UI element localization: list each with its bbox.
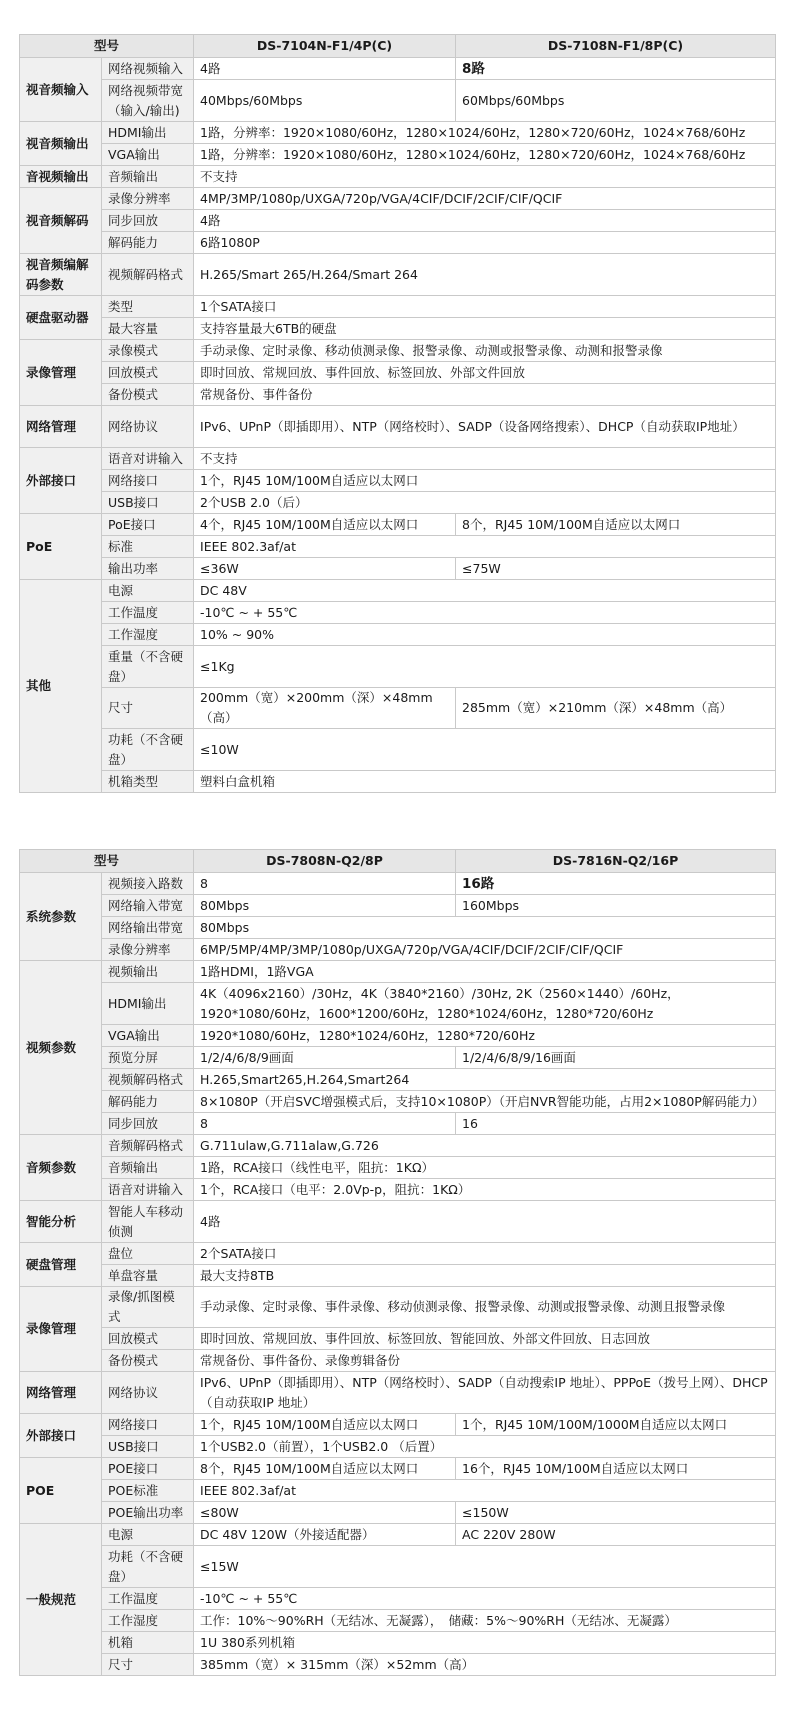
table-row: [20, 1546, 776, 1588]
parameter-cell: 解码能力: [102, 232, 194, 254]
value-cell: 1920*1080/60Hz，1280*1024/60Hz，1280*720/60Hz: [194, 1025, 776, 1047]
value-cell-a: 4个，RJ45 10M/100M自适应以太网口: [194, 514, 456, 536]
parameter-cell: 录像/抓图模式: [102, 1287, 194, 1328]
parameter-cell: 机箱类型: [102, 771, 194, 793]
table-row: [20, 514, 776, 536]
parameter-cell: 音频输出: [102, 166, 194, 188]
parameter-cell: 语音对讲输入: [102, 448, 194, 470]
value-cell: IEEE 802.3af/at: [194, 1480, 776, 1502]
value-cell-b: 8路: [456, 58, 776, 80]
category-cell: 其他: [20, 580, 102, 793]
table-row: [20, 166, 776, 188]
value-cell: 6路1080P: [194, 232, 776, 254]
value-cell-b: 1/2/4/6/8/9/16画面: [456, 1047, 776, 1069]
parameter-cell: 语音对讲输入: [102, 1179, 194, 1201]
parameter-cell: 网络接口: [102, 470, 194, 492]
table-row: [20, 122, 776, 144]
table-row: [20, 1372, 776, 1414]
parameter-cell: 解码能力: [102, 1091, 194, 1113]
value-cell-a: 200mm（宽）×200mm（深）×48mm（高）: [194, 688, 456, 729]
model-a: DS-7808N-Q2/8P: [194, 850, 456, 873]
table-row: [20, 144, 776, 166]
table-row: [20, 1480, 776, 1502]
model-label: 型号: [20, 35, 194, 58]
parameter-cell: 音频解码格式: [102, 1135, 194, 1157]
value-cell-b: ≤75W: [456, 558, 776, 580]
category-cell: 视音频编解码参数: [20, 254, 102, 296]
parameter-cell: 网络视频带宽（输入/输出): [102, 80, 194, 122]
value-cell-a: 40Mbps/60Mbps: [194, 80, 456, 122]
table-row: [20, 340, 776, 362]
parameter-cell: 视频输出: [102, 961, 194, 983]
value-cell: 塑料白盒机箱: [194, 771, 776, 793]
table-row: [20, 1025, 776, 1047]
parameter-cell: 网络接口: [102, 1414, 194, 1436]
value-cell: 常规备份、事件备份: [194, 384, 776, 406]
value-cell-b: 8个，RJ45 10M/100M自适应以太网口: [456, 514, 776, 536]
category-cell: 硬盘驱动器: [20, 296, 102, 340]
category-cell: 外部接口: [20, 1414, 102, 1458]
value-cell-b: 285mm（宽）×210mm（深）×48mm（高）: [456, 688, 776, 729]
value-cell: 即时回放、常规回放、事件回放、标签回放、外部文件回放: [194, 362, 776, 384]
value-cell: ≤1Kg: [194, 646, 776, 688]
value-cell-b: AC 220V 280W: [456, 1524, 776, 1546]
category-cell: 智能分析: [20, 1201, 102, 1243]
value-cell: 1个，RJ45 10M/100M自适应以太网口: [194, 470, 776, 492]
parameter-cell: 智能人车移动侦测: [102, 1201, 194, 1243]
table-row: [20, 254, 776, 296]
value-cell: -10℃ ~ + 55℃: [194, 602, 776, 624]
table-row: [20, 188, 776, 210]
table-row: [20, 729, 776, 771]
parameter-cell: HDMI输出: [102, 122, 194, 144]
table-row: [20, 602, 776, 624]
category-cell: POE: [20, 1458, 102, 1524]
category-cell: 视音频输出: [20, 122, 102, 166]
category-cell: 音频参数: [20, 1135, 102, 1201]
parameter-cell: 预览分屏: [102, 1047, 194, 1069]
parameter-cell: 同步回放: [102, 1113, 194, 1135]
category-cell: 系统参数: [20, 873, 102, 961]
value-cell: 4K（4096x2160）/30Hz，4K（3840*2160）/30Hz, 2K（2560×1440）/60Hz，1920*1080/60Hz，1600*1200/60Hz，1280*1024/60Hz，1280*720/60Hz: [194, 983, 776, 1025]
parameter-cell: 备份模式: [102, 384, 194, 406]
table-row: [20, 1265, 776, 1287]
value-cell: 常规备份、事件备份、录像剪辑备份: [194, 1350, 776, 1372]
value-cell: -10℃ ~ + 55℃: [194, 1588, 776, 1610]
value-cell: 手动录像、定时录像、移动侦测录像、报警录像、动测或报警录像、动测和报警录像: [194, 340, 776, 362]
value-cell: 8×1080P（开启SVC增强模式后，支持10×1080P）（开启NVR智能功能，占用2×1080P解码能力）: [194, 1091, 776, 1113]
value-cell: 4路: [194, 1201, 776, 1243]
category-cell: 一般规范: [20, 1524, 102, 1676]
parameter-cell: POE标准: [102, 1480, 194, 1502]
table-row: [20, 961, 776, 983]
category-cell: 视音频输入: [20, 58, 102, 122]
value-cell: 1个USB2.0（前置），1个USB2.0 （后置）: [194, 1436, 776, 1458]
value-cell: 385mm（宽）× 315mm（深）×52mm（高）: [194, 1654, 776, 1676]
table-row: [20, 873, 776, 895]
parameter-cell: 输出功率: [102, 558, 194, 580]
table-row: [20, 492, 776, 514]
table-row: [20, 1414, 776, 1436]
category-cell: 网络管理: [20, 1372, 102, 1414]
parameter-cell: 盘位: [102, 1243, 194, 1265]
parameter-cell: USB接口: [102, 1436, 194, 1458]
table-row: [20, 558, 776, 580]
table-row: [20, 448, 776, 470]
table-row: [20, 318, 776, 340]
table-row: [20, 1091, 776, 1113]
table-row: [20, 1502, 776, 1524]
value-cell-a: ≤36W: [194, 558, 456, 580]
parameter-cell: VGA输出: [102, 1025, 194, 1047]
value-cell-a: ≤80W: [194, 1502, 456, 1524]
parameter-cell: 尺寸: [102, 688, 194, 729]
table-row: [20, 406, 776, 448]
category-cell: 硬盘管理: [20, 1243, 102, 1287]
parameter-cell: 同步回放: [102, 210, 194, 232]
parameter-cell: 标准: [102, 536, 194, 558]
value-cell-b: 1个，RJ45 10M/100M/1000M自适应以太网口: [456, 1414, 776, 1436]
model-a: DS-7104N-F1/4P(C): [194, 35, 456, 58]
value-cell: ≤15W: [194, 1546, 776, 1588]
table-row: [20, 1069, 776, 1091]
table-row: [20, 939, 776, 961]
table-row: [20, 1179, 776, 1201]
table-row: [20, 1201, 776, 1243]
table-row: [20, 1436, 776, 1458]
parameter-cell: 工作温度: [102, 1588, 194, 1610]
parameter-cell: 单盘容量: [102, 1265, 194, 1287]
parameter-cell: VGA输出: [102, 144, 194, 166]
table-row: [20, 536, 776, 558]
table-row: [20, 296, 776, 318]
value-cell-b: ≤150W: [456, 1502, 776, 1524]
value-cell: IPv6、UPnP（即插即用）、NTP（网络校时）、SADP（设备网络搜索）、DHCP（自动获取IP地址）: [194, 406, 776, 448]
value-cell: 1路，分辨率：1920×1080/60Hz，1280×1024/60Hz，1280×720/60Hz，1024×768/60Hz: [194, 122, 776, 144]
value-cell: 1路，分辨率：1920×1080/60Hz，1280×1024/60Hz，1280×720/60Hz，1024×768/60Hz: [194, 144, 776, 166]
value-cell: H.265/Smart 265/H.264/Smart 264: [194, 254, 776, 296]
table-row: [20, 1632, 776, 1654]
parameter-cell: 录像分辨率: [102, 188, 194, 210]
parameter-cell: 最大容量: [102, 318, 194, 340]
spec-table-2: [19, 849, 776, 1676]
value-cell: 1个，RCA接口（电平：2.0Vp-p，阻抗：1KΩ）: [194, 1179, 776, 1201]
parameter-cell: POE输出功率: [102, 1502, 194, 1524]
value-cell: 1路HDMI，1路VGA: [194, 961, 776, 983]
table-row: [20, 58, 776, 80]
parameter-cell: 回放模式: [102, 362, 194, 384]
table-row: [20, 1654, 776, 1676]
value-cell: 1U 380系列机箱: [194, 1632, 776, 1654]
value-cell-a: DC 48V 120W（外接适配器）: [194, 1524, 456, 1546]
value-cell: 80Mbps: [194, 917, 776, 939]
category-cell: 录像管理: [20, 340, 102, 406]
value-cell: DC 48V: [194, 580, 776, 602]
parameter-cell: 视频接入路数: [102, 873, 194, 895]
table-row: [20, 1328, 776, 1350]
table-row: [20, 624, 776, 646]
parameter-cell: 视频解码格式: [102, 254, 194, 296]
model-label: 型号: [20, 850, 194, 873]
parameter-cell: 机箱: [102, 1632, 194, 1654]
parameter-cell: 网络输入带宽: [102, 895, 194, 917]
category-cell: 网络管理: [20, 406, 102, 448]
value-cell-a: 4路: [194, 58, 456, 80]
category-cell: 视音频解码: [20, 188, 102, 254]
value-cell: 1个SATA接口: [194, 296, 776, 318]
parameter-cell: HDMI输出: [102, 983, 194, 1025]
spec-table-1: [19, 34, 776, 793]
parameter-cell: 视频解码格式: [102, 1069, 194, 1091]
value-cell: 最大支持8TB: [194, 1265, 776, 1287]
value-cell: 4路: [194, 210, 776, 232]
value-cell: IEEE 802.3af/at: [194, 536, 776, 558]
table-row: [20, 1588, 776, 1610]
value-cell: H.265,Smart265,H.264,Smart264: [194, 1069, 776, 1091]
parameter-cell: PoE接口: [102, 514, 194, 536]
parameter-cell: POE接口: [102, 1458, 194, 1480]
parameter-cell: 类型: [102, 296, 194, 318]
table-row: [20, 1135, 776, 1157]
table-row: [20, 1287, 776, 1328]
table-row: [20, 1113, 776, 1135]
table-row: [20, 895, 776, 917]
value-cell: 4MP/3MP/1080p/UXGA/720p/VGA/4CIF/DCIF/2CIF/CIF/QCIF: [194, 188, 776, 210]
value-cell-a: 8个，RJ45 10M/100M自适应以太网口: [194, 1458, 456, 1480]
table-header-row: [20, 35, 776, 58]
table-row: [20, 983, 776, 1025]
value-cell-b: 16个，RJ45 10M/100M自适应以太网口: [456, 1458, 776, 1480]
value-cell: 支持容量最大6TB的硬盘: [194, 318, 776, 340]
table-row: [20, 1610, 776, 1632]
table-row: [20, 1157, 776, 1179]
value-cell-a: 1个，RJ45 10M/100M自适应以太网口: [194, 1414, 456, 1436]
category-cell: PoE: [20, 514, 102, 580]
value-cell-b: 16路: [456, 873, 776, 895]
parameter-cell: 网络输出带宽: [102, 917, 194, 939]
parameter-cell: 网络视频输入: [102, 58, 194, 80]
model-b: DS-7816N-Q2/16P: [456, 850, 776, 873]
parameter-cell: 重量（不含硬盘）: [102, 646, 194, 688]
table-row: [20, 80, 776, 122]
value-cell-b: 160Mbps: [456, 895, 776, 917]
value-cell: 不支持: [194, 448, 776, 470]
parameter-cell: 网络协议: [102, 1372, 194, 1414]
value-cell-a: 8: [194, 1113, 456, 1135]
table-header-row: [20, 850, 776, 873]
parameter-cell: 工作湿度: [102, 624, 194, 646]
value-cell: IPv6、UPnP（即插即用）、NTP（网络校时）、SADP（自动搜索IP 地址）、PPPoE（拨号上网）、DHCP（自动获取IP 地址）: [194, 1372, 776, 1414]
parameter-cell: USB接口: [102, 492, 194, 514]
parameter-cell: 尺寸: [102, 1654, 194, 1676]
category-cell: 音视频输出: [20, 166, 102, 188]
category-cell: 视频参数: [20, 961, 102, 1135]
value-cell: 2个SATA接口: [194, 1243, 776, 1265]
parameter-cell: 录像模式: [102, 340, 194, 362]
parameter-cell: 回放模式: [102, 1328, 194, 1350]
parameter-cell: 电源: [102, 1524, 194, 1546]
value-cell: 工作：10%～90%RH（无结冰、无凝露）， 储藏：5%～90%RH（无结冰、无凝露）: [194, 1610, 776, 1632]
table-row: [20, 917, 776, 939]
category-cell: 外部接口: [20, 448, 102, 514]
parameter-cell: 录像分辨率: [102, 939, 194, 961]
table-row: [20, 646, 776, 688]
parameter-cell: 功耗（不含硬盘）: [102, 729, 194, 771]
value-cell: 1路，RCA接口（线性电平，阻抗：1KΩ）: [194, 1157, 776, 1179]
value-cell-b: 60Mbps/60Mbps: [456, 80, 776, 122]
parameter-cell: 音频输出: [102, 1157, 194, 1179]
table-row: [20, 470, 776, 492]
value-cell: 手动录像、定时录像、事件录像、移动侦测录像、报警录像、动测或报警录像、动测且报警录像: [194, 1287, 776, 1328]
parameter-cell: 网络协议: [102, 406, 194, 448]
parameter-cell: 功耗（不含硬盘）: [102, 1546, 194, 1588]
table-row: [20, 771, 776, 793]
table-row: [20, 1524, 776, 1546]
parameter-cell: 工作温度: [102, 602, 194, 624]
value-cell: G.711ulaw,G.711alaw,G.726: [194, 1135, 776, 1157]
value-cell-a: 1/2/4/6/8/9画面: [194, 1047, 456, 1069]
category-cell: 录像管理: [20, 1287, 102, 1372]
value-cell: 10% ~ 90%: [194, 624, 776, 646]
table-row: [20, 362, 776, 384]
value-cell: 2个USB 2.0（后）: [194, 492, 776, 514]
value-cell-a: 8: [194, 873, 456, 895]
table-row: [20, 1458, 776, 1480]
table-row: [20, 210, 776, 232]
value-cell: 不支持: [194, 166, 776, 188]
table-row: [20, 1243, 776, 1265]
table-row: [20, 580, 776, 602]
parameter-cell: 电源: [102, 580, 194, 602]
value-cell: 即时回放、常规回放、事件回放、标签回放、智能回放、外部文件回放、日志回放: [194, 1328, 776, 1350]
table-row: [20, 688, 776, 729]
table-row: [20, 232, 776, 254]
table-row: [20, 1047, 776, 1069]
value-cell-b: 16: [456, 1113, 776, 1135]
parameter-cell: 工作湿度: [102, 1610, 194, 1632]
value-cell-a: 80Mbps: [194, 895, 456, 917]
value-cell: 6MP/5MP/4MP/3MP/1080p/UXGA/720p/VGA/4CIF/DCIF/2CIF/CIF/QCIF: [194, 939, 776, 961]
model-b: DS-7108N-F1/8P(C): [456, 35, 776, 58]
parameter-cell: 备份模式: [102, 1350, 194, 1372]
table-row: [20, 1350, 776, 1372]
table-row: [20, 384, 776, 406]
value-cell: ≤10W: [194, 729, 776, 771]
